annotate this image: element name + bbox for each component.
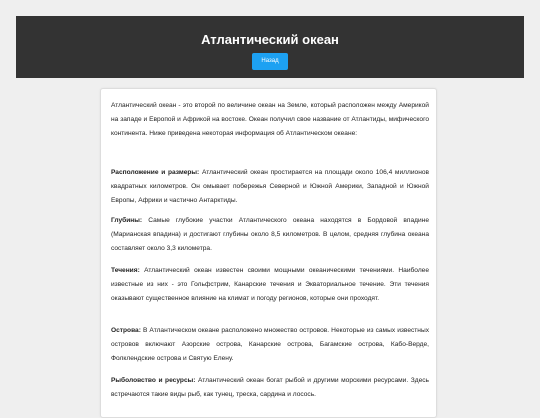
section-text: В Атлантическом океане расположено множество островов. Некоторые из самых известных островов включают Азорские острова, Канарские острова, Багамские острова, Кабо-Верде, Фолклендские острова и Святую Елену. <box>111 327 429 363</box>
section-heading: Течения: <box>111 267 140 274</box>
content-card <box>100 88 437 418</box>
section-heading: Глубины: <box>111 217 143 224</box>
back-button[interactable]: Назад <box>252 53 288 70</box>
section-depths <box>111 214 429 256</box>
section-text: Атлантический океан известен своими мощными океаническими течениями. Наиболее известные из них - это Гольфстрим, Канарские течения и Экваториальное течение. Эти течения оказывают существенное влияние на климат и погоду регионов, которые они проходят. <box>111 267 429 303</box>
intro-paragraph: Атлантический океан - это второй по величине океан на Земле, который расположен между Америкой на западе и Европой и Африкой на востоке. Океан получил свое название от Атлантиды, мифического континента. Ниже приведена некоторая информация об Атлантическом океане: <box>111 102 429 138</box>
section-location <box>111 166 429 208</box>
section-text: Самые глубокие участки Атлантического океана находятся в Бордовой впадине (Марианская впадина) и достигают глубины около 8,5 километров. В целом, средняя глубина океана составляет около 3,3 километра. <box>111 217 429 253</box>
section-heading: Расположение и размеры: <box>111 169 200 176</box>
section-heading: Рыболовство и ресурсы: <box>111 377 196 384</box>
page-title: Атлантический океан <box>201 32 339 47</box>
section-fishing <box>111 374 429 402</box>
section-text: Атлантический океан простирается на площади около 106,4 миллионов квадратных километров. Он омывает побережья Северной и Южной Америки, Западной и Южной Европы, Африки и частично Антарктиды. <box>111 169 430 205</box>
section-currents <box>111 264 429 306</box>
section-islands <box>111 324 429 366</box>
section-heading: Острова: <box>111 327 141 334</box>
section-text: Атлантический океан богат рыбой и другими морскими ресурсами. Здесь встречаются такие виды рыб, как тунец, треска, сардина и лосось. <box>111 377 429 399</box>
